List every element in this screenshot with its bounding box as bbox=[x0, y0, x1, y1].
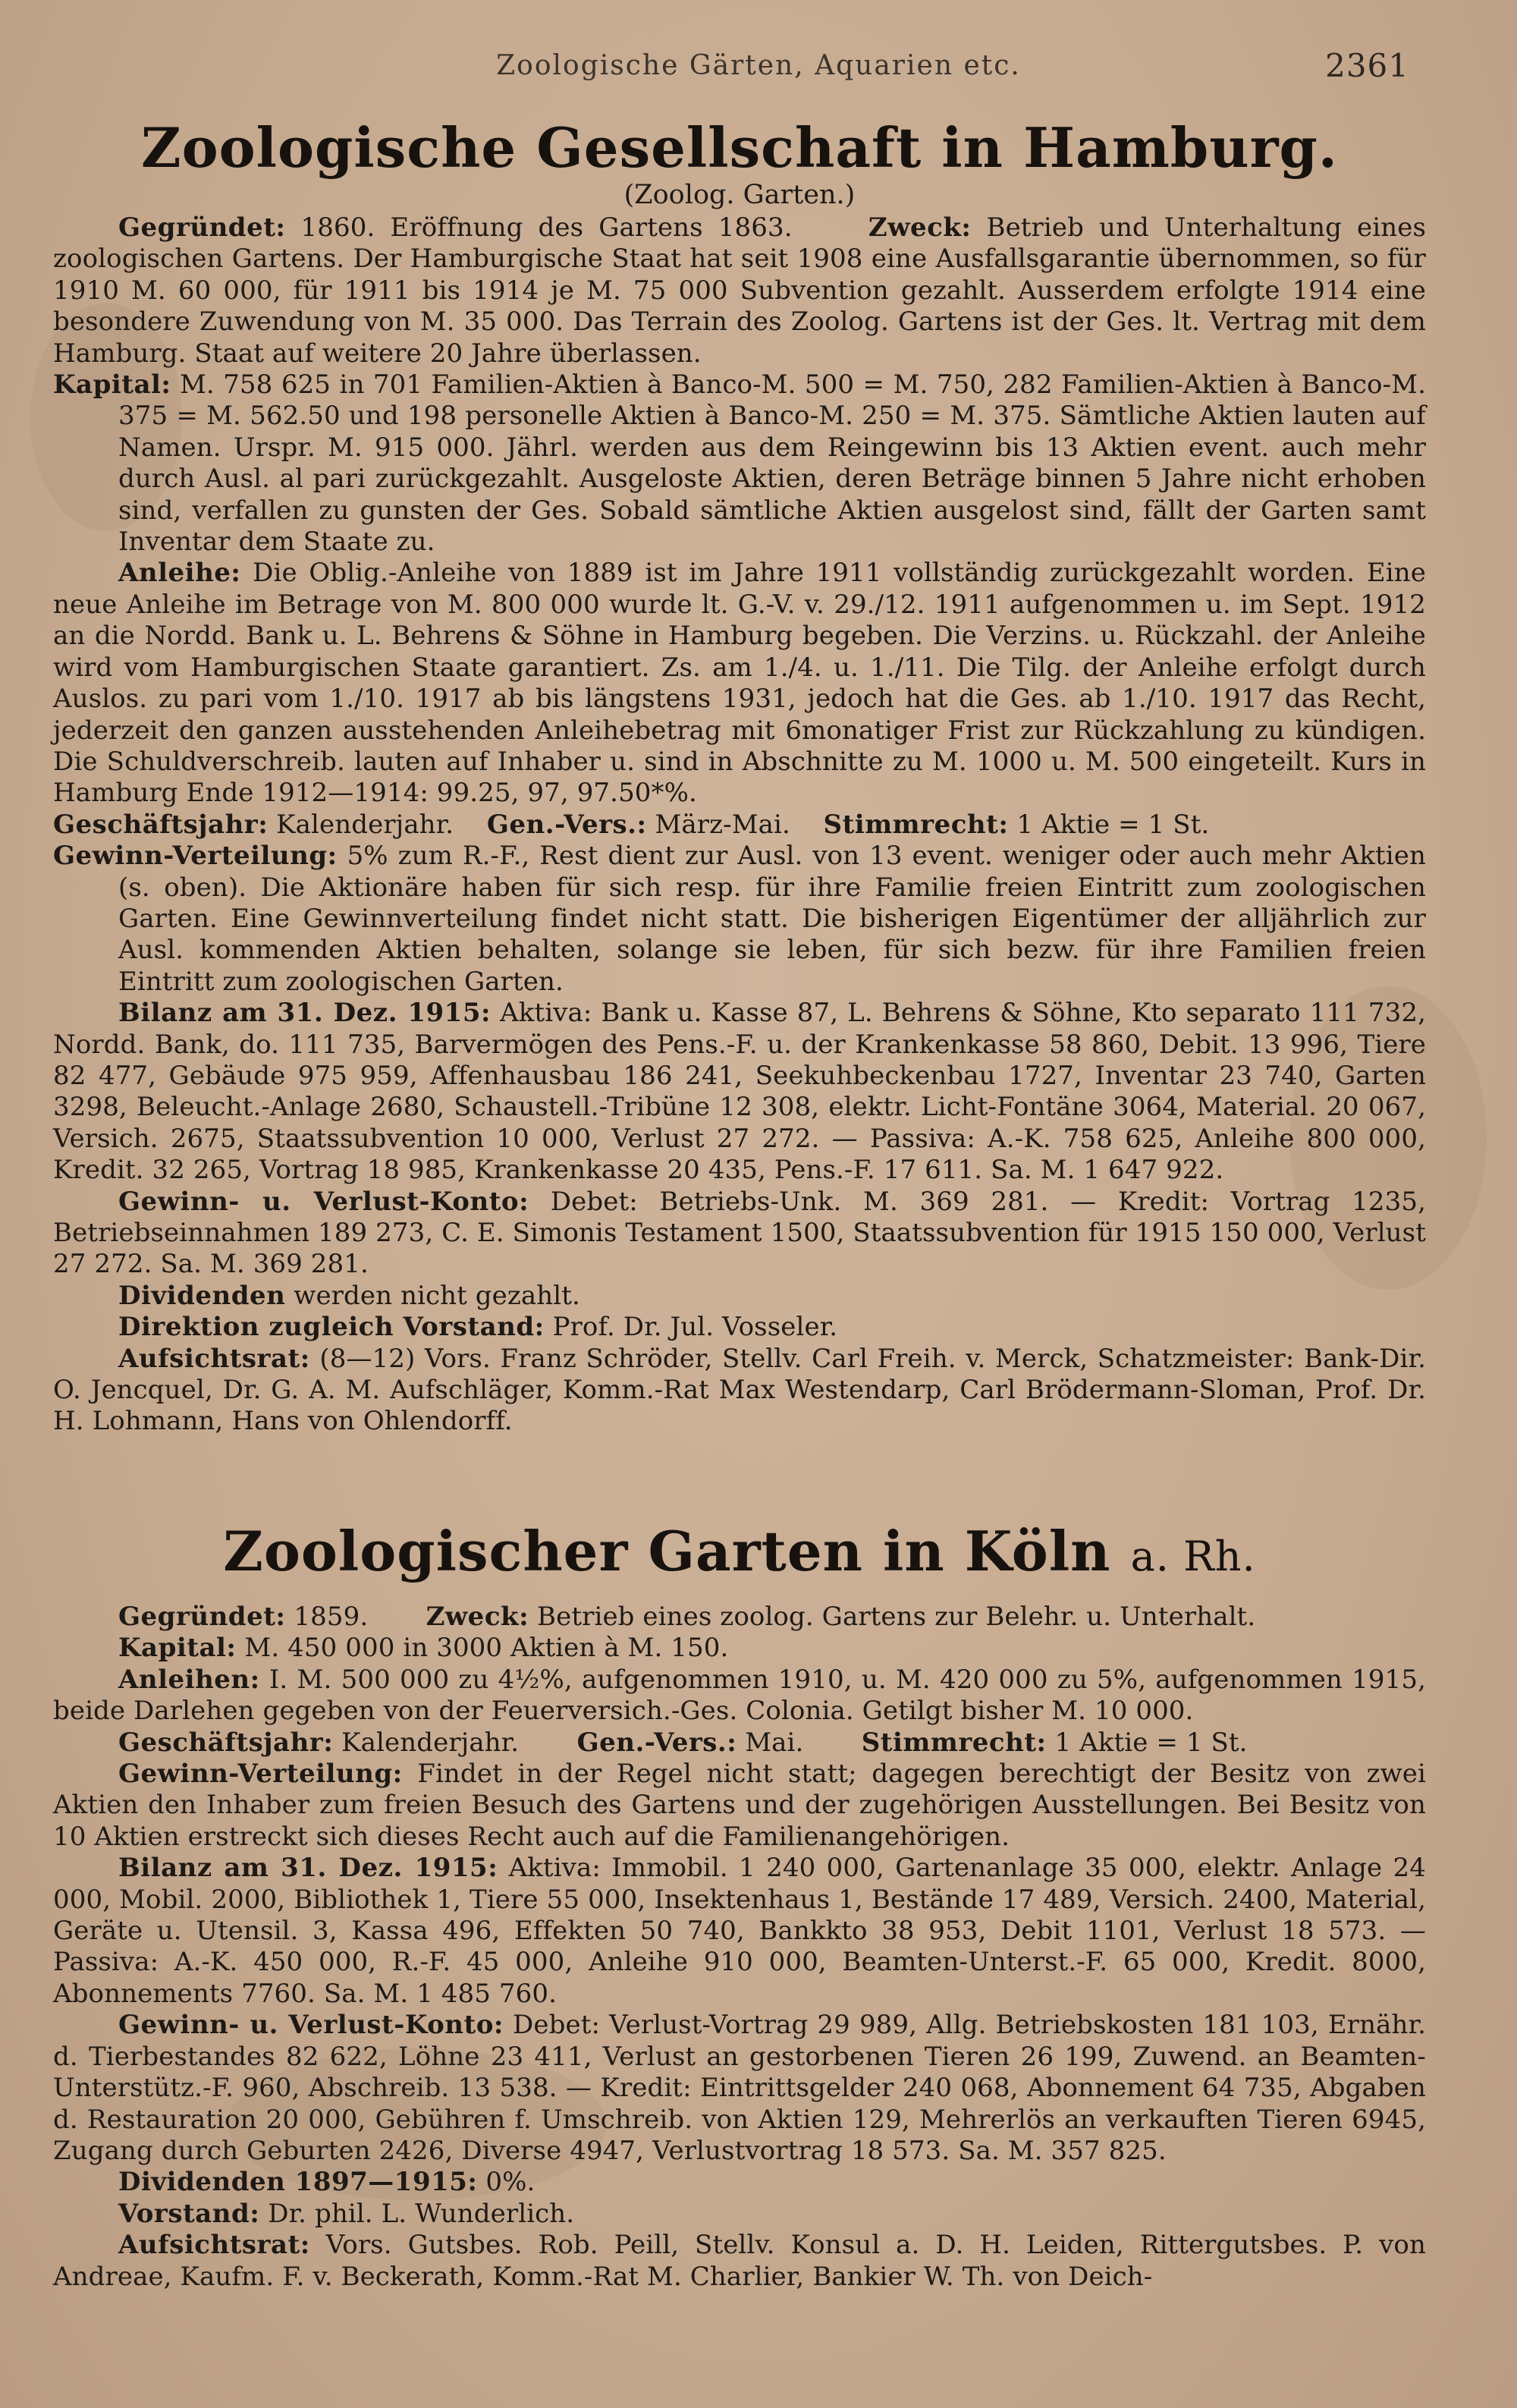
label-gewinn: Gewinn-Verteilung: bbox=[53, 841, 338, 872]
text-guv: Debet: Betriebs-Unk. M. 369 281. — Kredit: Vortrag 1235, Betriebseinnahmen 189 273, C. E. Simonis Testament 1500, Staatssubvention für 1915 150 000, Verlust 27 272. Sa. M. 369 281. bbox=[53, 1186, 1426, 1280]
section-title-suffix: a. Rh. bbox=[1130, 1533, 1256, 1580]
text-stimmrecht: 1 Aktie = 1 St. bbox=[1054, 1727, 1248, 1758]
section-subtitle: (Zoolog. Garten.) bbox=[623, 180, 856, 210]
text-anleihen: I. M. 500 000 zu 4½%, aufgenommen 1910, u. M. 420 000 zu 5%, aufgenommen 1915, beide Darlehen gegeben von der Feuerversich.-Ges. Colonia. Getilgt bisher M. 10 000. bbox=[53, 1664, 1426, 1727]
text-dividenden: werden nicht gezahlt. bbox=[294, 1280, 580, 1311]
label-gegruendet: Gegründet: bbox=[118, 1602, 286, 1632]
text-gegruendet: 1859. bbox=[294, 1602, 369, 1632]
label-genvers: Gen.-Vers.: bbox=[576, 1727, 737, 1758]
paragraph-gewinn bbox=[53, 841, 1426, 998]
text-gewinn: 5% zum R.-F., Rest dient zur Ausl. von 13 event. weniger oder auch mehr Aktien (s. oben). Die Aktionäre haben für sich resp. für ihre Familie freien Eintritt zum zoologischen Garten. Eine Gewinnverteilung findet nicht statt. Die bisherigen Eigentümer der alljährlich zur Ausl. kommenden Aktien behalten, solange sie leben, für sich bezw. für ihre Familien freien Eintritt zum zoologischen Garten. bbox=[118, 841, 1426, 997]
label-guv: Gewinn- u. Verlust-Konto: bbox=[118, 1186, 529, 1217]
running-header bbox=[0, 47, 1517, 93]
text-stimmrecht: 1 Aktie = 1 St. bbox=[1016, 809, 1210, 840]
paragraph-aufsichtsrat bbox=[53, 1344, 1426, 1438]
text-gewinn: Findet in der Regel nicht statt; dagegen berechtigt der Besitz von zwei Aktien den Inhaber zum freien Besuch des Gartens und der zugehörigen Ausstellungen. Bei Besitz von 10 Aktien erstreckt sich dieses Recht auch auf die Familienangehörigen. bbox=[53, 1759, 1426, 1852]
text-geschaeftsjahr: Kalenderjahr. bbox=[276, 809, 454, 840]
text-zweck: Betrieb eines zoolog. Gartens zur Belehr. u. Unterhalt. bbox=[537, 1602, 1256, 1632]
label-gegruendet: Gegründet: bbox=[118, 212, 286, 243]
text-genvers: Mai. bbox=[745, 1727, 804, 1758]
paragraph-bilanz bbox=[53, 998, 1426, 1186]
label-zweck: Zweck: bbox=[868, 212, 972, 243]
label-vorstand: Vorstand: bbox=[118, 2198, 260, 2229]
text-direktion: Prof. Dr. Jul. Vosseler. bbox=[552, 1312, 838, 1343]
section-title: Zoologische Gesellschaft in Hamburg. bbox=[141, 115, 1338, 180]
text-genvers: März-Mai. bbox=[655, 809, 790, 840]
label-anleihen: Anleihen: bbox=[118, 1664, 260, 1695]
label-bilanz: Bilanz am 31. Dez. 1915: bbox=[118, 998, 492, 1029]
text-guv: Debet: Verlust-Vortrag 29 989, Allg. Betriebskosten 181 103, Ernähr. d. Tierbestandes 82 622, Löhne 23 411, Verlust an gestorbenen Tieren 26 199, Zuwend. an Beamten-Unterstütz.-F. 960, Abschreib. 13 538. — Kredit: Eintrittsgelder 240 068, Abonnement 64 735, Abgaben d. Restauration 20 000, Gebühren f. Umschreib. von Aktien 129, Mehrerlös an verkauften Tieren 6945, Zugang durch Geburten 2426, Diverse 4947, Verlustvortrag 18 573. Sa. M. 357 825. bbox=[53, 2010, 1426, 2166]
text-kapital: M. 758 625 in 701 Familien-Aktien à Banco-M. 500 = M. 750, 282 Familien-Aktien à Banco-M. 375 = M. 562.50 und 198 personelle Aktien à Banco-M. 250 = M. 375. Sämtliche Aktien lauten auf Namen. Urspr. M. 915 000. Jährl. werden aus dem Reingewinn bis 13 Aktien event. auch mehr durch Ausl. al pari zurückgezahlt. Ausgeloste Aktien, deren Beträge binnen 5 Jahre nicht erhoben sind, verfallen zu gunsten der Ges. Sobald sämtliche Aktien ausgelost sind, fällt der Garten samt Inventar dem Staate zu. bbox=[118, 369, 1426, 558]
label-stimmrecht: Stimmrecht: bbox=[823, 809, 1009, 840]
text-aufsichtsrat: Vors. Gutsbes. Rob. Peill, Stellv. Konsul a. D. H. Leiden, Rittergutsbes. P. von Andreae, Kaufm. F. v. Beckerath, Komm.-Rat M. Charlier, Bankier W. Th. von Deich- bbox=[53, 2230, 1426, 2292]
label-aufsichtsrat: Aufsichtsrat: bbox=[118, 2230, 310, 2261]
paragraph-dividenden bbox=[53, 1281, 1426, 1312]
running-title: Zoologische Gärten, Aquarien etc. bbox=[496, 50, 1021, 81]
label-guv: Gewinn- u. Verlust-Konto: bbox=[118, 2010, 504, 2041]
paragraph-kapital bbox=[53, 1633, 1426, 1664]
paragraph-founding bbox=[53, 1602, 1426, 1633]
section-title bbox=[53, 1517, 1426, 1591]
text-dividenden: 0%. bbox=[485, 2167, 536, 2198]
paragraph-vorstand bbox=[53, 2199, 1426, 2230]
label-geschaeftsjahr: Geschäftsjahr: bbox=[118, 1727, 334, 1758]
page-number: 2361 bbox=[1325, 47, 1409, 84]
label-direktion: Direktion zugleich Vorstand: bbox=[118, 1312, 545, 1343]
text-gegruendet: 1860. Eröffnung des Gartens 1863. bbox=[300, 212, 793, 243]
paragraph-geschaeftsjahr bbox=[53, 1727, 1426, 1759]
paragraph-guv bbox=[53, 1187, 1426, 1281]
label-dividenden: Dividenden 1897—1915: bbox=[118, 2167, 478, 2198]
paragraph-direktion bbox=[53, 1312, 1426, 1343]
label-kapital: Kapital: bbox=[53, 369, 171, 401]
paragraph-guv bbox=[53, 2010, 1426, 2167]
label-aufsichtsrat: Aufsichtsrat: bbox=[118, 1343, 310, 1374]
label-zweck: Zweck: bbox=[426, 1602, 529, 1632]
text-anleihe: Die Oblig.-Anleihe von 1889 ist im Jahre 1911 vollständig zurückgezahlt worden. Eine neue Anleihe im Betrage von M. 800 000 wurde lt. G.-V. v. 29./12. 1911 aufgenommen u. im Sept. 1912 an die Nordd. Bank u. L. Behrens & Söhne in Hamburg begeben. Die Verzins. u. Rückzahl. der Anleihe wird vom Hamburgischen Staate garantiert. Zs. am 1./4. u. 1./11. Die Tilg. der Anleihe erfolgt durch Auslos. zu pari vom 1./10. 1917 ab bis längstens 1931, jedoch hat die Ges. ab 1./10. 1917 das Recht, jederzeit den ganzen ausstehenden Anleihebetrag mit 6monatiger Frist zur Rückzahlung zu kündigen. Die Schuldverschreib. lauten auf Inhaber u. sind in Abschnitte zu M. 1000 u. M. 500 eingeteilt. Kurs in Hamburg Ende 1912—1914: 99.25, 97, 97.50*%. bbox=[53, 558, 1426, 809]
text-geschaeftsjahr: Kalenderjahr. bbox=[341, 1727, 520, 1758]
paragraph-gewinn bbox=[53, 1759, 1426, 1853]
label-genvers: Gen.-Vers.: bbox=[486, 809, 647, 840]
entry-koeln bbox=[53, 1517, 1426, 2293]
text-zweck: Betrieb und Unterhaltung eines zoologischen Gartens. Der Hamburgische Staat hat seit 1908 eine Ausfallsgarantie übernommen, so für 1910 M. 60 000, für 1911 bis 1914 je M. 75 000 Subvention gezahlt. Ausserdem erfolgte 1914 eine besondere Zuwendung von M. 35 000. Das Terrain des Zoolog. Gartens ist der Ges. lt. Vertrag mit dem Hamburg. Staat auf weitere 20 Jahre überlassen. bbox=[53, 212, 1426, 369]
section-title-main: Zoologischer Garten in Köln bbox=[223, 1519, 1111, 1583]
entry-hamburg bbox=[53, 114, 1426, 1438]
paragraph-kapital bbox=[53, 369, 1426, 558]
label-anleihe: Anleihe: bbox=[118, 558, 241, 589]
text-aufsichtsrat: (8—12) Vors. Franz Schröder, Stellv. Carl Freih. v. Merck, Schatzmeister: Bank-Dir. O. Jencquel, Dr. G. A. M. Aufschläger, Komm.-Rat Max Westendarp, Carl Brödermann-Sloman, Prof. Dr. H. Lohmann, Hans von Ohlendorff. bbox=[53, 1343, 1426, 1437]
text-bilanz: Aktiva: Bank u. Kasse 87, L. Behrens & Söhne, Kto separato 111 732, Nordd. Bank, do. 111 735, Barvermögen des Pens.-F. u. der Krankenkasse 58 860, Debit. 13 996, Tiere 82 477, Gebäude 975 959, Affenhausbau 186 241, Seekuhbeckenbau 1727, Inventar 23 740, Garten 3298, Beleucht.-Anlage 2680, Schaustell.-Tribüne 12 308, elektr. Licht-Fontäne 3064, Material. 20 067, Versich. 2675, Staatssubvention 10 000, Verlust 27 272. — Passiva: A.-K. 758 625, Anleihe 800 000, Kredit. 32 265, Vortrag 18 985, Krankenkasse 20 435, Pens.-F. 17 611. Sa. M. 1 647 922. bbox=[53, 998, 1426, 1186]
label-gewinn: Gewinn-Verteilung: bbox=[118, 1759, 403, 1790]
label-kapital: Kapital: bbox=[118, 1633, 237, 1664]
paragraph-aufsichtsrat bbox=[53, 2230, 1426, 2293]
text-bilanz: Aktiva: Immobil. 1 240 000, Gartenanlage 35 000, elektr. Anlage 24 000, Mobil. 2000, Bibliothek 1, Tiere 55 000, Insektenhaus 1, Bestände 17 489, Versich. 2400, Material, Geräte u. Utensil. 3, Kassa 496, Effekten 50 740, Bankkto 38 953, Debit 1101, Verlust 18 573. — Passiva: A.-K. 450 000, R.-F. 45 000, Anleihe 910 000, Beamten-Unterst.-F. 65 000, Kredit. 8000, Abonnements 7760. Sa. M. 1 485 760. bbox=[53, 1853, 1426, 2009]
paragraph-dividenden bbox=[53, 2167, 1426, 2198]
label-stimmrecht: Stimmrecht: bbox=[861, 1727, 1047, 1758]
label-bilanz: Bilanz am 31. Dez. 1915: bbox=[118, 1853, 498, 1884]
text-kapital: M. 450 000 in 3000 Aktien à M. 150. bbox=[244, 1633, 729, 1664]
paragraph-anleihen bbox=[53, 1665, 1426, 1727]
label-dividenden: Dividenden bbox=[118, 1280, 286, 1311]
paragraph-anleihe bbox=[53, 558, 1426, 809]
paragraph-geschaeftsjahr bbox=[53, 809, 1426, 841]
paragraph-founding bbox=[53, 212, 1426, 369]
text-vorstand: Dr. phil. L. Wunderlich. bbox=[268, 2198, 575, 2229]
paragraph-bilanz bbox=[53, 1853, 1426, 2010]
label-geschaeftsjahr: Geschäftsjahr: bbox=[53, 809, 269, 840]
